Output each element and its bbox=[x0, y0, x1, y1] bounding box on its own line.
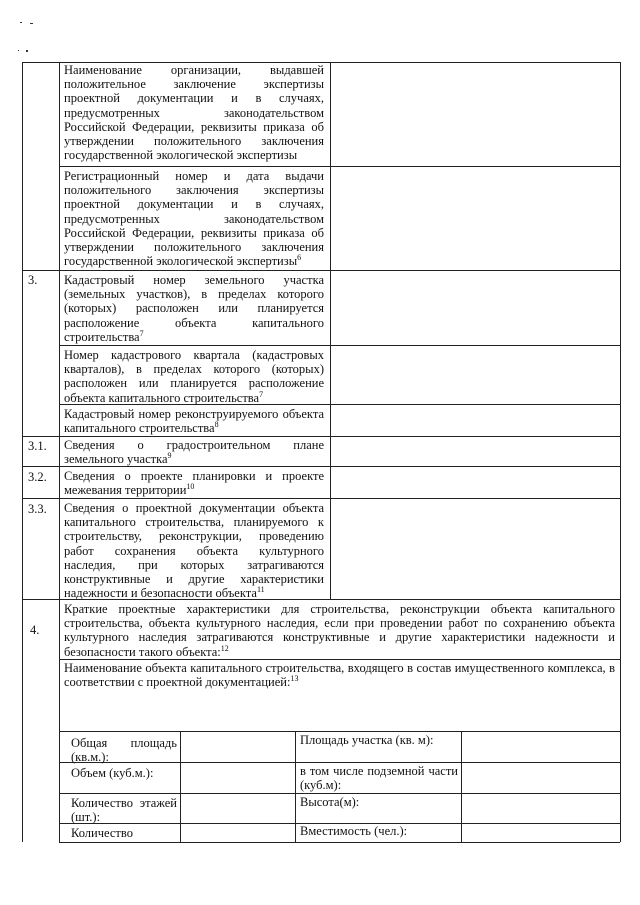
planning-project-label: Сведения о проекте планировки и проекте межевания территории$^{10}$ bbox=[64, 469, 324, 498]
row-number-3-3: 3.3. bbox=[28, 502, 47, 516]
table-left-border bbox=[22, 62, 23, 842]
height-label: Высота(м): bbox=[300, 795, 360, 809]
characteristics-heading: Краткие проектные характеристики для строительства, реконструкции объекта капитального строительства, объекта культурного наследия, если при проведении работ по сохранению объекта культурного наследия затрагиваются конструктивные и другие характеристики надежности и безопасности такого объекта:$^{12}$ bbox=[64, 602, 615, 659]
scan-speck bbox=[30, 23, 33, 24]
row-line bbox=[59, 731, 620, 732]
row-line bbox=[59, 345, 620, 346]
total-area-label: Общая площадь (кв.м.): bbox=[71, 736, 177, 765]
plot-area-label: Площадь участка (кв. м): bbox=[300, 733, 434, 747]
scan-speck bbox=[26, 50, 28, 52]
row-line bbox=[22, 498, 620, 499]
row-line bbox=[22, 270, 620, 271]
num-col-border bbox=[59, 62, 60, 842]
row-number-3-2: 3.2. bbox=[28, 470, 47, 484]
row-line bbox=[22, 436, 620, 437]
project-docs-label: Сведения о проектной документации объекта капитального строительства, планируемого к строительству, реконструкции, проведению работ сохранения объекта культурного наследия, при которых затрагиваются конструктивные и другие характеристики надежности и безопасности объекта$^{11}$ bbox=[64, 501, 324, 601]
grid-line bbox=[59, 842, 620, 843]
floors-label: Количество этажей (шт.): bbox=[71, 796, 177, 825]
row-number-3: 3. bbox=[28, 273, 38, 287]
quarter-label: Номер кадастрового квартала (кадастровых кварталов), в пределах которого (которых) расположен или планируется расположение объекта капитального строительства$^7$ bbox=[64, 348, 324, 405]
reconstructed-label: Кадастровый номер реконструируемого объекта капитального строительства$^8$ bbox=[64, 407, 324, 436]
scan-speck bbox=[18, 50, 19, 51]
row-number-4: 4. bbox=[30, 623, 40, 637]
grid-col-line bbox=[461, 731, 462, 842]
urban-plan-label: Сведения о градостроительном плане земельного участка$^9$ bbox=[64, 438, 324, 467]
org-label: Наименование организации, выдавшей положительное заключение экспертизы проектной документации и в случаях, предусмотренных законодательством Российской Федерации, реквизиты приказа об утверждении положительного заключения государственной экологической экспертизы bbox=[64, 63, 324, 163]
underground-label: в том числе подземной части (куб.м): bbox=[300, 764, 458, 793]
volume-label: Объем (куб.м.): bbox=[71, 766, 154, 780]
row-number-3-1: 3.1. bbox=[28, 439, 47, 453]
count-label: Количество bbox=[71, 826, 133, 840]
capacity-label: Вместимость (чел.): bbox=[300, 824, 408, 838]
row-line bbox=[59, 166, 620, 167]
grid-col-line bbox=[180, 731, 181, 842]
reg-label: Регистрационный номер и дата выдачи положительного заключения экспертизы проектной документации и в случаях, предусмотренных законодательством Российской Федерации, реквизиты приказа об утверждении положительного заключения государственной экологической экспертизы$^6$ bbox=[64, 169, 324, 269]
grid-col-line bbox=[295, 731, 296, 842]
value-col-border bbox=[330, 62, 331, 599]
scan-speck bbox=[20, 22, 22, 23]
grid-line bbox=[59, 793, 620, 794]
row-line bbox=[59, 659, 620, 660]
object-name-label: Наименование объекта капитального строительства, входящего в состав имущественного комплекса, в соответствии с проектной документацией:$^{13}$ bbox=[64, 661, 615, 690]
cadastral-label: Кадастровый номер земельного участка (земельных участков), в пределах которого (которых) расположен или планируется расположение объекта капитального строительства$^7$ bbox=[64, 273, 324, 344]
table-right-border bbox=[620, 62, 621, 842]
